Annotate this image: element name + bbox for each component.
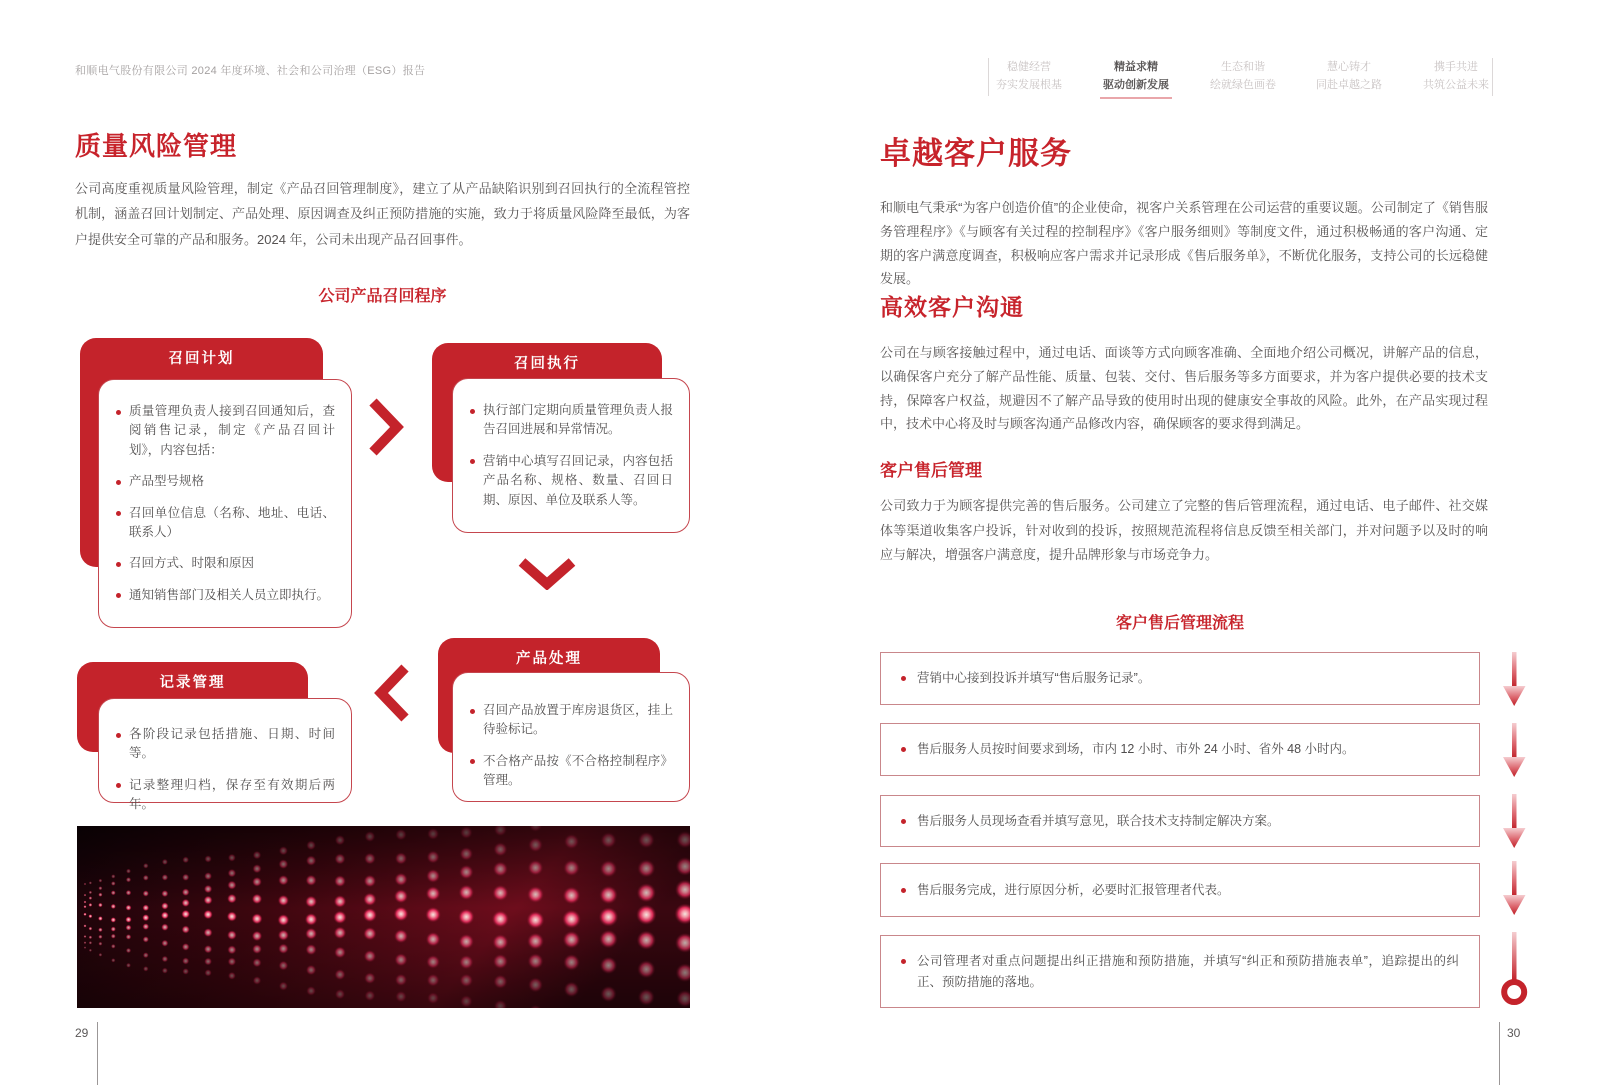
bullet-item: 通知销售部门及相关人员立即执行。 [116,586,335,605]
flow-step-recall-plan-card [98,379,352,628]
running-head: 和顺电气股份有限公司 2024 年度环境、社会和公司治理（ESG）报告 [75,65,426,77]
right-footer-rule [1499,1022,1500,1085]
aftersale-step-3 [880,795,1480,847]
flow-step-product-handling-card [452,672,690,802]
aftersale-step-2 [880,723,1480,776]
bullet-item: 不合格产品按《不合格控制程序》管理。 [470,752,673,791]
step-text: 售后服务完成，进行原因分析，必要时汇报管理者代表。 [881,880,1250,901]
bullet-item: 各阶段记录包括措施、日期、时间等。 [116,725,335,764]
step-text: 公司管理者对重点问题提出纠正措施和预防措施，并填写“纠正和预防措施表单”，追踪提出的纠正、预防措施的落地。 [881,951,1479,993]
step-text: 营销中心接到投诉并填写“售后服务记录”。 [881,668,1170,689]
step-text: 售后服务人员按时间要求到场，市内 12 小时、市外 24 小时、省外 48 小时内。 [881,739,1375,760]
nav-item-eco-harmony: 生态和谐 绘就绿色画卷 [1210,61,1276,92]
bullet-item: 执行部门定期向质量管理负责人报告召回进展和异常情况。 [470,401,673,440]
right-page-number: 30 [1507,1026,1521,1040]
flow-end-circle-icon [1501,932,1529,1008]
chevron-right-icon [366,396,404,458]
flow-step-recall-execution-card [452,378,690,533]
nav-item-talent: 慧心铸才 同赴卓越之路 [1316,61,1382,92]
bullet-list [116,402,335,605]
bullet-list [470,701,673,791]
bullet-item: 质量管理负责人接到召回通知后，查阅销售记录，制定《产品召回计划》，内容包括： [116,402,335,460]
left-intro-paragraph: 公司高度重视质量风险管理，制定《产品召回管理制度》，建立了从产品缺陷识别到召回执行的全流程管控机制，涵盖召回计划制定、产品处理、原因调查及纠正预防措施的实施，致力于将质量风险降至最低，为客户提供安全可靠的产品和服务。2024 年，公司未出现产品召回事件。 [75,181,690,247]
right-page-title: 卓越客户服务 [880,136,1072,171]
left-page-number: 29 [75,1026,89,1040]
section-body-communication: 公司在与顾客接触过程中，通过电话、面谈等方式向顾客准确、全面地介绍公司概况，讲解产品的信息，以确保客户充分了解产品性能、质量、包装、交付、售后服务等多方面要求，并为客户提供必要的技术支持，保障客户权益，规避因不了解产品导致的使用时出现的健康安全事故的风险。此外，在产品实现过程中，技术中心将及时与顾客沟通产品修改内容，确保顾客的要求得到满足。 [880,345,1488,432]
arrow-down-icon [1501,652,1527,706]
bullet-item: 召回方式、时限和原因 [116,554,335,573]
bullet-item: 营销中心填写召回记录，内容包括产品名称、规格、数量、召回日期、原因、单位及联系人等。 [470,452,673,510]
nav-item-steady-operation: 稳健经营 夯实发展根基 [996,61,1062,92]
section-heading-aftersale: 客户售后管理 [880,461,982,480]
aftersale-flow-title: 客户售后管理流程 [1115,615,1244,632]
bullet-item: 召回单位信息（名称、地址、电话、联系人） [116,504,335,543]
chevron-left-icon [374,662,412,724]
nav-active-underline [1100,97,1172,99]
flow-step-title: 召回计划 [168,351,235,367]
left-page-title: 质量风险管理 [75,131,238,161]
arrow-down-icon [1501,723,1527,777]
bullet-item: 召回产品放置于库房退货区，挂上待验标记。 [470,701,673,740]
aftersale-step-1 [880,652,1480,705]
arrow-down-icon [1501,794,1527,848]
section-heading-communication: 高效客户沟通 [880,294,1024,320]
aftersale-step-4 [880,863,1480,917]
nav-item-public-welfare: 携手共进 共筑公益未来 [1423,61,1489,92]
right-intro-paragraph: 和顺电气秉承“为客户创造价值”的企业使命，视客户关系管理在公司运营的重要议题。公司制定了《销售服务管理程序》《与顾客有关过程的控制程序》《客户服务细则》等制度文件，通过积极畅通的客户沟通、定期的客户满意度调查，积极响应客户需求并记录形成《售后服务单》，不断优化服务，支持公司的长远稳健发展。 [880,200,1488,287]
led-matrix-photo [77,826,690,1008]
flow-step-title: 召回执行 [514,356,580,372]
bullet-item: 产品型号规格 [116,472,335,491]
nav-item-lean-innovation: 精益求精 驱动创新发展 [1103,61,1169,92]
step-text: 售后服务人员现场查看并填写意见，联合技术支持制定解决方案。 [881,811,1300,832]
bullet-item: 记录整理归档，保存至有效期后两年。 [116,776,335,815]
section-body-aftersale: 公司致力于为顾客提供完善的售后服务。公司建立了完整的售后管理流程，通过电话、电子邮件、社交媒体等渠道收集客户投诉，针对收到的投诉，按照规范流程将信息反馈至相关部门，并对问题予以及时的响应与解决，增强客户满意度，提升品牌形象与市场竞争力。 [880,498,1488,563]
flow-step-title: 产品处理 [516,651,582,667]
bullet-list [116,725,335,815]
flow-step-title: 记录管理 [159,675,226,691]
recall-flow-title: 公司产品召回程序 [318,288,447,305]
arrow-down-icon [1501,861,1527,915]
chevron-down-icon [516,556,578,590]
bullet-list [470,401,673,510]
flow-step-record-management-card [98,698,352,812]
aftersale-step-5 [880,935,1480,1008]
left-footer-rule [97,1022,98,1085]
